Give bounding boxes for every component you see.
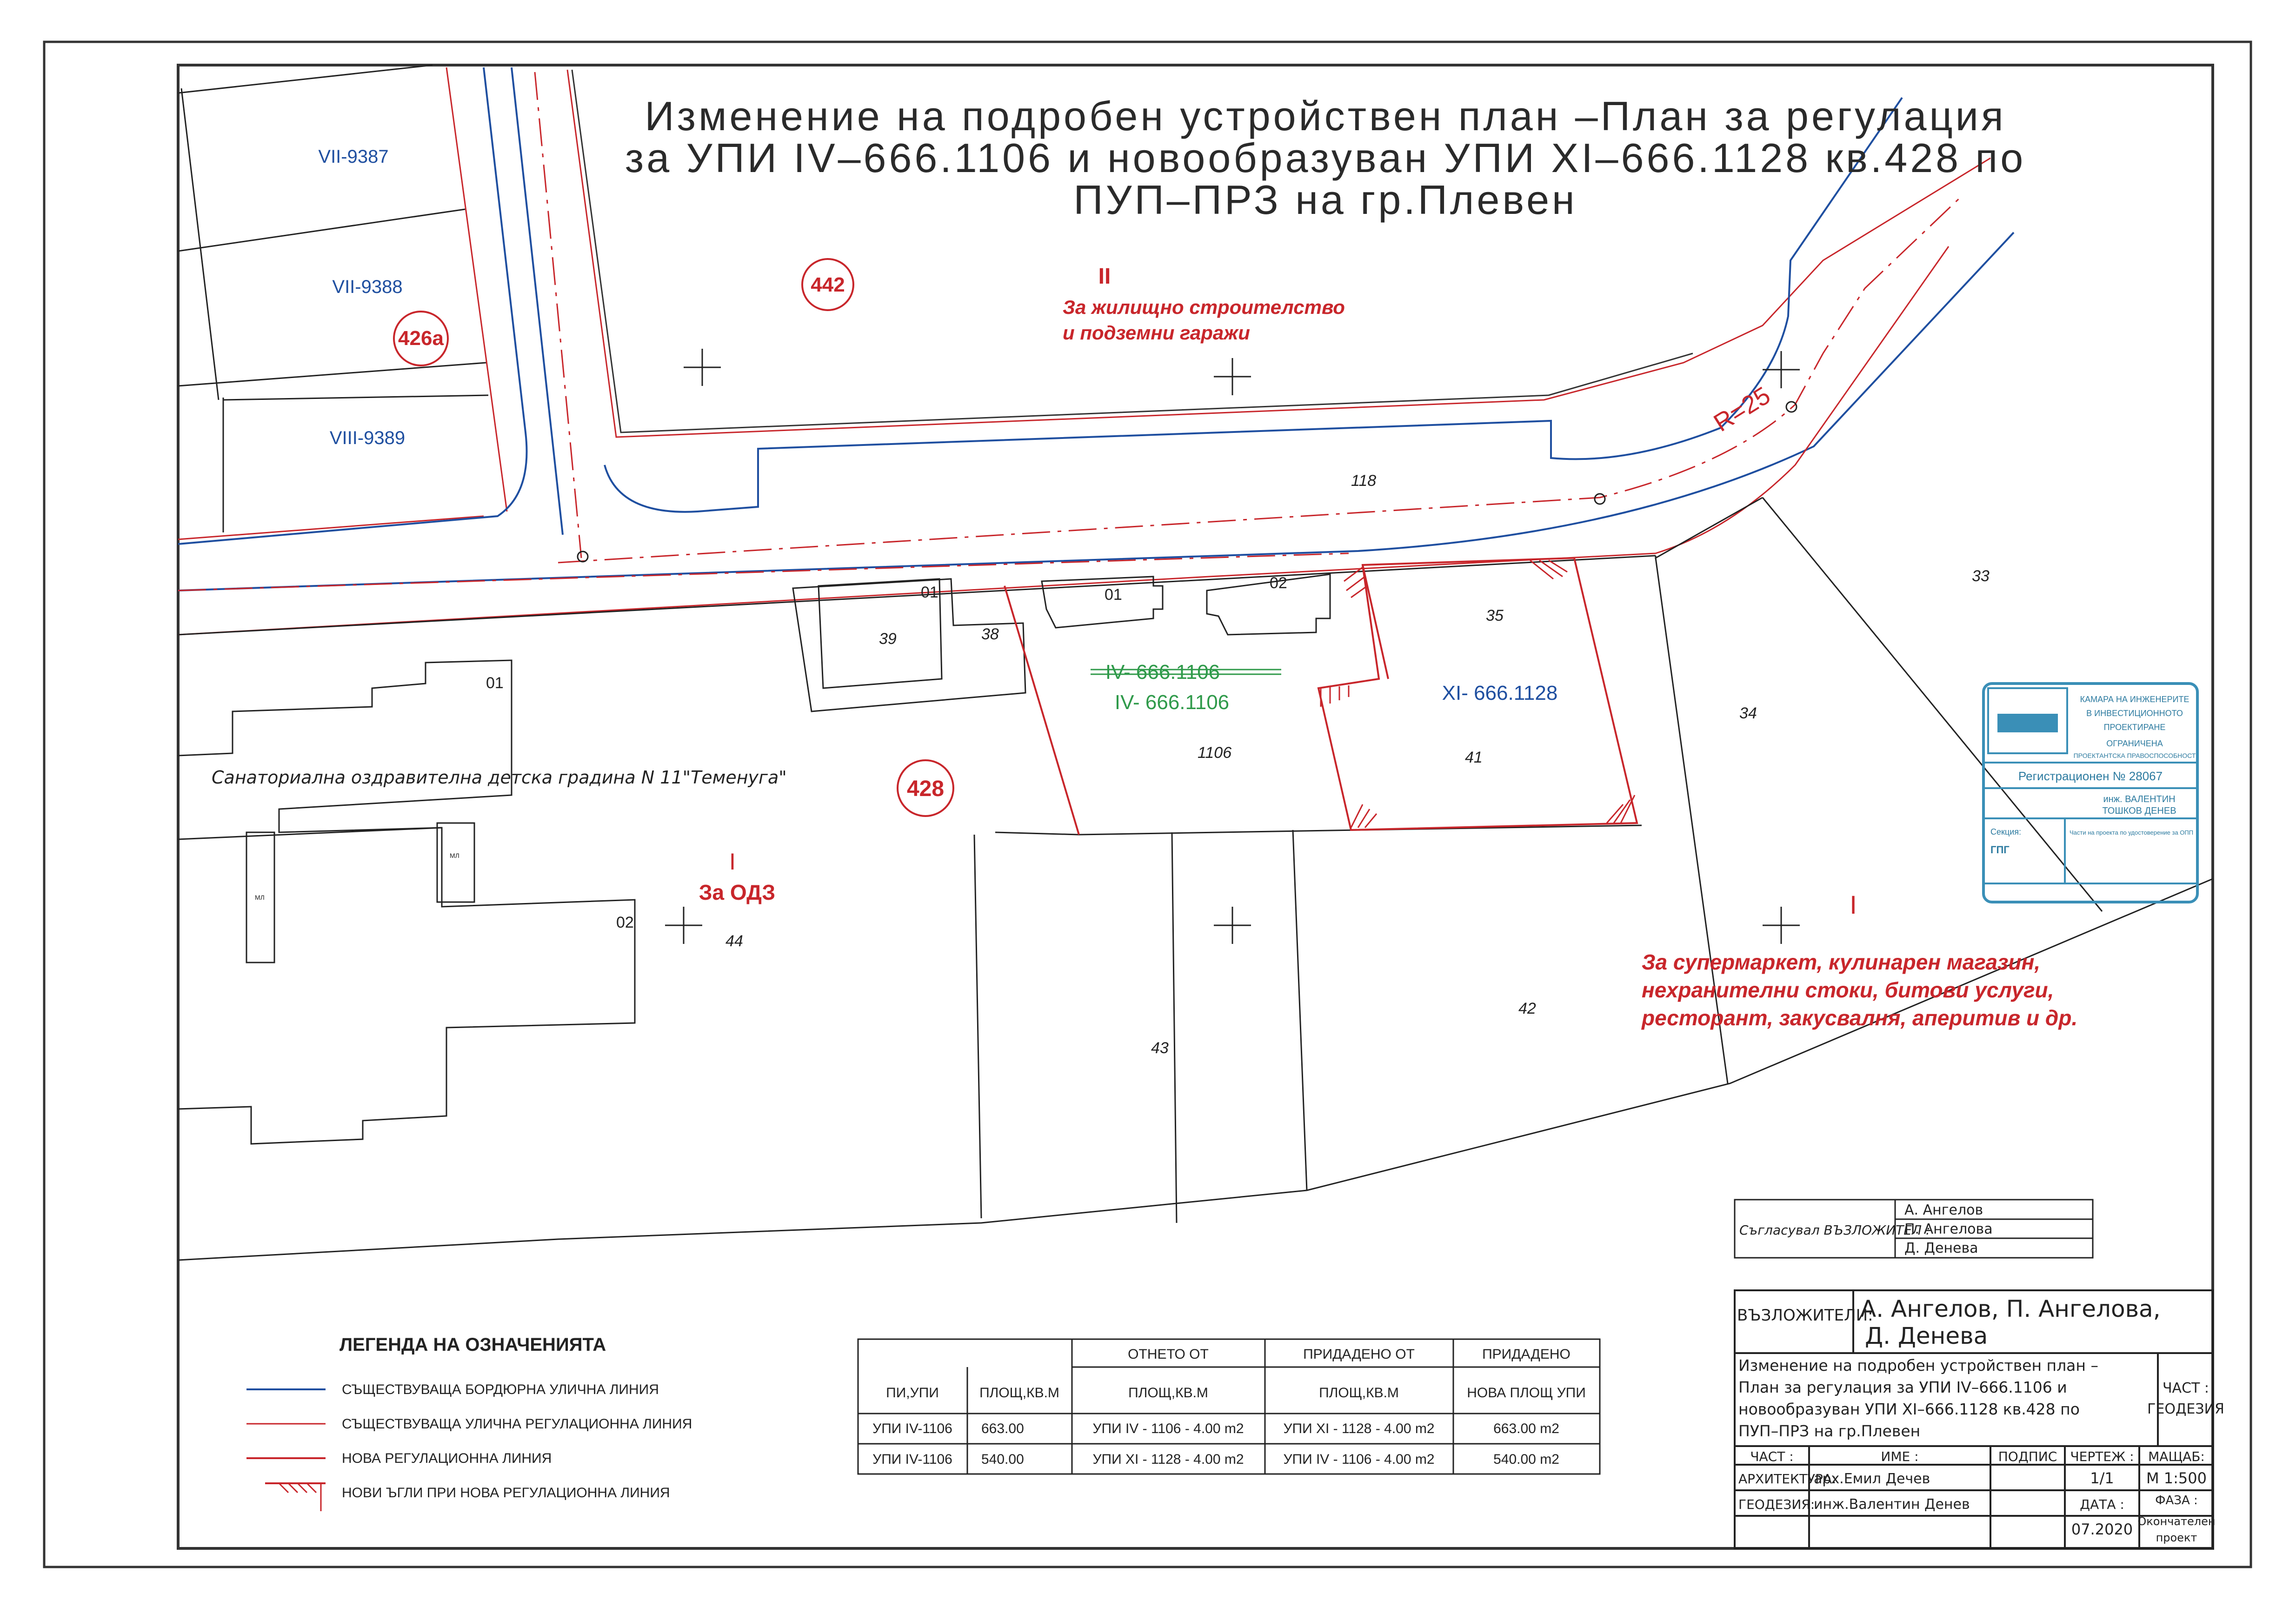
supermarket-line2: нехранителни стоки, битови услуги, (1642, 978, 2054, 1002)
building-02-a: 02 (1270, 574, 1287, 592)
legend-item-1: СЪЩЕСТВУВАЩА БОРДЮРНА УЛИЧНА ЛИНИЯ (342, 1382, 659, 1397)
clients-label: ВЪЗЛОЖИТЕЛИ: (1737, 1306, 1873, 1325)
md-label-1: МЛ (255, 894, 265, 901)
part-value: ГЕОДЕЗИЯ (2147, 1401, 2224, 1417)
stamp-reg: Регистрационен № 28067 (2018, 769, 2163, 783)
table-cell-r2c2: 540.00 (981, 1452, 1024, 1467)
stamp-section-value: ГПГ (1990, 844, 2010, 856)
desc-line2: План за регулация за УПИ IV–666.1106 и (1738, 1378, 2067, 1396)
street-number: 118 (1351, 472, 1377, 490)
zone-i-roman: I (729, 849, 736, 875)
col-sign: ПОДПИС (1998, 1449, 2057, 1464)
agreement-label: Съгласувал ВЪЗЛОЖИТЕЛ : (1739, 1222, 1930, 1238)
parcel-43: 43 (1151, 1039, 1169, 1057)
table-cell-r1c4: УПИ XI - 1128 - 4.00 m2 (1283, 1421, 1435, 1436)
building-01-a: 01 (921, 584, 938, 601)
legend (246, 1335, 692, 1511)
col-scale: МАЩАБ: (2148, 1449, 2205, 1464)
stamp-cap-1: ОГРАНИЧЕНА (2106, 739, 2163, 748)
block-428-boundaries (178, 498, 2213, 1260)
agreement-name-3: Д. Денева (1904, 1240, 1978, 1256)
table-cell-r2c1: УПИ IV-1106 (872, 1452, 952, 1467)
col-name: ИМЕ : (1881, 1449, 1919, 1464)
desc-line1: Изменение на подробен устройствен план – (1738, 1356, 2098, 1374)
legend-title: ЛЕГЕНДА НА ОЗНАЧЕНИЯТА (339, 1335, 606, 1355)
table-header-2: ПЛОЩ,КВ.М (979, 1385, 1059, 1401)
arch-name: арх.Емил Дечев (1814, 1471, 1930, 1487)
zone-ii-line1: За жилищно строителство (1063, 296, 1345, 318)
grid-crosshairs (665, 349, 1800, 944)
stamp-parts: Части на проекта по удостоверение за ОПП (2070, 829, 2194, 836)
table-cell-r1c2: 663.00 (981, 1421, 1024, 1436)
parcel-35: 35 (1486, 607, 1504, 624)
plot-label-3: VIII-9389 (329, 428, 406, 448)
clients-line2: Д. Денева (1865, 1322, 1988, 1349)
phase-value2: проект (2156, 1531, 2197, 1544)
zone-ii-roman: II (1098, 264, 1111, 289)
building-02-b: 02 (616, 914, 634, 931)
clients-line1: А. Ангелов, П. Ангелова, (1860, 1295, 2161, 1322)
stamp-name-2: ТОШКОВ ДЕНЕВ (2102, 806, 2176, 816)
plan-title-line1: Изменение на подробен устройствен план –План за регулация (645, 93, 2006, 139)
table-cell-r2c4: УПИ IV - 1106 - 4.00 m2 (1283, 1452, 1435, 1467)
parcel-41: 41 (1465, 749, 1483, 766)
building-01-c: 01 (486, 674, 504, 692)
stamp-org-3: ПРОЕКТИРАНЕ (2103, 723, 2166, 732)
block-426a-label: 426а (398, 327, 444, 350)
zone-i-text: За ОДЗ (699, 880, 776, 904)
table-cell-r2c3: УПИ XI - 1128 - 4.00 m2 (1092, 1452, 1244, 1467)
parcel-44: 44 (725, 932, 743, 950)
parcel-42: 42 (1518, 1000, 1536, 1017)
table-cell-r1c5: 663.00 m2 (1493, 1421, 1559, 1436)
table-group-3: ПРИДАДЕНО (1482, 1347, 1571, 1362)
stamp-section-label: Секция: (1990, 827, 2021, 837)
block-442-label: 442 (811, 273, 845, 296)
legend-item-2: СЪЩЕСТВУВАЩА УЛИЧНА РЕГУЛАЦИОННА ЛИНИЯ (342, 1416, 692, 1432)
geo-label: ГЕОДЕЗИЯ: (1738, 1497, 1815, 1512)
upi-new-label: IV- 666.1106 (1114, 691, 1230, 714)
building-39 (793, 579, 1025, 711)
supermarket-line1: За супермаркет, кулинарен магазин, (1642, 950, 2041, 974)
desc-line4: ПУП–ПРЗ на гр.Плевен (1738, 1422, 1921, 1440)
col-sheet: ЧЕРТЕЖ : (2070, 1449, 2134, 1464)
table-cell-r2c5: 540.00 m2 (1493, 1452, 1559, 1467)
agreement-name-2: П. Ангелова (1904, 1221, 1993, 1237)
table-header-5: НОВА ПЛОЩ УПИ (1467, 1385, 1586, 1401)
sheet-value: 1/1 (2090, 1469, 2114, 1487)
zone-i-right-roman: I (1850, 890, 1857, 919)
date-label: ДАТА : (2080, 1497, 2124, 1512)
scale-value: М 1:500 (2146, 1469, 2207, 1487)
legend-item-4: НОВИ ЪГЛИ ПРИ НОВА РЕГУЛАЦИОННА ЛИНИЯ (342, 1485, 670, 1500)
area-table-text (872, 1347, 1586, 1467)
stamp-org-2: В ИНВЕСТИЦИОННОТО (2086, 709, 2183, 718)
table-header-3: ПЛОЩ,КВ.М (1128, 1385, 1208, 1401)
kindergarten-building (178, 660, 635, 1144)
building-01-b: 01 (1105, 586, 1122, 604)
geo-name: инж.Валентин Денев (1814, 1496, 1970, 1513)
zone-ii-line2: и подземни гаражи (1063, 322, 1250, 344)
legend-item-3: НОВА РЕГУЛАЦИОННА ЛИНИЯ (342, 1451, 552, 1466)
date-value: 07.2020 (2071, 1520, 2133, 1538)
stamp-org-1: КАМАРА НА ИНЖЕНЕРИТЕ (2080, 695, 2190, 704)
plan-title-line3: ПУП–ПРЗ на гр.Плевен (1073, 177, 1577, 223)
plots-426a (178, 65, 488, 532)
table-cell-r1c1: УПИ IV-1106 (872, 1421, 952, 1436)
engineer-stamp (1983, 684, 2197, 902)
table-group-2: ПРИДАДЕНО ОТ (1303, 1347, 1415, 1362)
parcel-1106: 1106 (1198, 744, 1232, 762)
table-header-4: ПЛОЩ,КВ.М (1319, 1385, 1399, 1401)
parcel-39: 39 (879, 630, 897, 648)
phase-value1: Окончателен (2137, 1515, 2216, 1528)
block-428-label: 428 (906, 777, 945, 801)
table-header-1: ПИ,УПИ (886, 1385, 939, 1401)
parcel-38: 38 (981, 625, 999, 643)
curb-lines-left (178, 67, 563, 544)
stamp-cap-2: ПРОЕКТАНТСКА ПРАВОСПОСОБНОСТ (2073, 752, 2196, 759)
plan-title-line2: за УПИ IV–666.1106 и новообразуван УПИ XI–666.1128 кв.428 по (625, 135, 2026, 181)
arch-label: АРХИТЕКТУРА: (1738, 1471, 1837, 1487)
radius-label: R=25 (1709, 381, 1776, 438)
col-part: ЧАСТ : (1750, 1449, 1794, 1464)
upi-xi-label: XI- 666.1128 (1442, 682, 1558, 704)
desc-line3: новообразуван УПИ XI–666.1128 кв.428 по (1738, 1400, 2080, 1418)
agreement-name-1: А. Ангелов (1904, 1202, 1983, 1218)
plot-label-2: VII-9388 (332, 277, 403, 297)
table-cell-r1c3: УПИ IV - 1106 - 4.00 m2 (1092, 1421, 1244, 1436)
plot-boundaries-red (178, 67, 507, 539)
plot-label-1: VII-9387 (318, 146, 389, 167)
parcel-34: 34 (1739, 704, 1757, 722)
supermarket-line3: ресторант, закусвалня, аперитив и др. (1642, 1006, 2078, 1030)
table-group-1: ОТНЕТО ОТ (1128, 1347, 1209, 1362)
phase-label: ФАЗА : (2155, 1494, 2198, 1507)
md-label-2: МЛ (450, 852, 459, 859)
stamp-name-1: инж. ВАЛЕНТИН (2103, 794, 2176, 804)
upi-old-label: IV- 666.1106 (1105, 661, 1220, 684)
kindergarten-label: Санаториална оздравителна детска градина N 11"Теменуга" (212, 767, 787, 788)
parcel-33: 33 (1972, 567, 1990, 585)
part-label: ЧАСТ : (2162, 1380, 2209, 1396)
